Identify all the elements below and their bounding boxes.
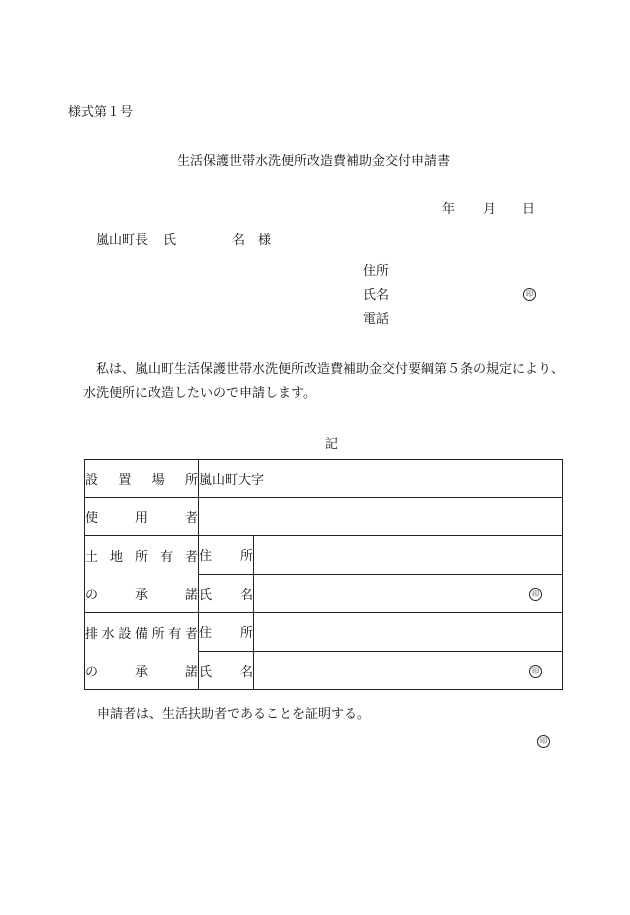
drain-owner-name-label [199, 651, 254, 690]
label-char: 名 [239, 664, 253, 680]
label-char: 有 [168, 626, 182, 642]
label-char: 所 [239, 626, 253, 642]
addressee-name-char-1: 氏 [163, 233, 177, 248]
label-char: 者 [184, 626, 198, 642]
label-char: 地 [109, 549, 123, 565]
label-char: 土 [85, 549, 99, 565]
addressee-org: 嵐山町長 [96, 233, 149, 248]
drain-owner-address-label [199, 613, 254, 652]
label-char: 諾 [184, 587, 198, 603]
label-char: の [85, 664, 99, 680]
label-char: 設 [118, 626, 132, 642]
document-title: 生活保護世帯水洗便所改造費補助金交付申請書 [177, 154, 451, 169]
user-label [85, 498, 199, 536]
body-line-1: 私は、嵐山町生活保護世帯水洗便所改造費補助金交付要綱第５条の規定により、 [96, 362, 565, 377]
label-char: 承 [134, 587, 148, 603]
label-char: 氏 [199, 664, 213, 680]
label-char: 置 [118, 473, 132, 488]
label-char: 使 [85, 511, 99, 526]
seal-icon: 印 [537, 735, 550, 748]
label-char: 住 [199, 549, 213, 565]
label-char: 所 [134, 549, 148, 565]
label-char: 承 [134, 664, 148, 680]
label-char: 排 [85, 626, 99, 642]
label-char: 所 [151, 626, 165, 642]
drain-owner-label [85, 613, 199, 690]
label-char: 設 [85, 473, 99, 488]
land-owner-address-row [85, 536, 563, 575]
label-char: 場 [151, 473, 165, 488]
location-label [85, 460, 199, 498]
label-char: 有 [159, 549, 173, 565]
label-char: 名 [239, 587, 253, 603]
land-owner-name-value[interactable] [254, 574, 563, 613]
label-char: 所 [239, 549, 253, 565]
label-char: 備 [134, 626, 148, 642]
seal-icon: 印 [529, 665, 542, 678]
body-line-2: 水洗便所に改造したいので申請します。 [83, 386, 316, 401]
application-table [84, 459, 563, 690]
label-char: 所 [184, 473, 198, 488]
land-owner-address-label [199, 536, 254, 575]
label-char: 氏 [199, 587, 213, 603]
drain-owner-address-value[interactable] [254, 613, 563, 652]
addressee-name-char-2: 名 [232, 233, 246, 248]
land-owner-address-value[interactable] [254, 536, 563, 575]
label-char: の [85, 587, 99, 603]
drain-owner-address-row [85, 613, 563, 652]
applicant-phone-label: 電話 [363, 312, 390, 327]
certification-text: 申請者は、生活扶助者であることを証明する。 [97, 707, 371, 722]
date-month: 月 [483, 202, 497, 217]
label-char: 用 [134, 511, 148, 526]
seal-icon: 印 [523, 288, 536, 301]
user-value[interactable] [199, 498, 563, 536]
date-day: 日 [522, 202, 536, 217]
label-char: 住 [199, 626, 213, 642]
label-char: 水 [101, 626, 115, 642]
applicant-address-label: 住所 [363, 264, 390, 279]
drain-owner-name-value[interactable] [254, 651, 563, 690]
land-owner-name-label [199, 574, 254, 613]
land-owner-label [85, 536, 199, 613]
applicant-name-label: 氏名 [363, 288, 390, 303]
certification-seal [537, 732, 550, 748]
ki-heading: 記 [325, 437, 339, 452]
label-char: 者 [184, 549, 198, 565]
location-row [85, 460, 563, 498]
location-value[interactable]: 嵐山町大字 [199, 460, 563, 498]
seal-icon: 印 [529, 588, 542, 601]
addressee-honorific: 様 [258, 233, 272, 248]
date-year: 年 [442, 202, 456, 217]
user-row [85, 498, 563, 536]
label-char: 者 [184, 511, 198, 526]
applicant-seal [523, 285, 536, 301]
label-char: 諾 [184, 664, 198, 680]
form-number: 様式第１号 [68, 105, 134, 120]
